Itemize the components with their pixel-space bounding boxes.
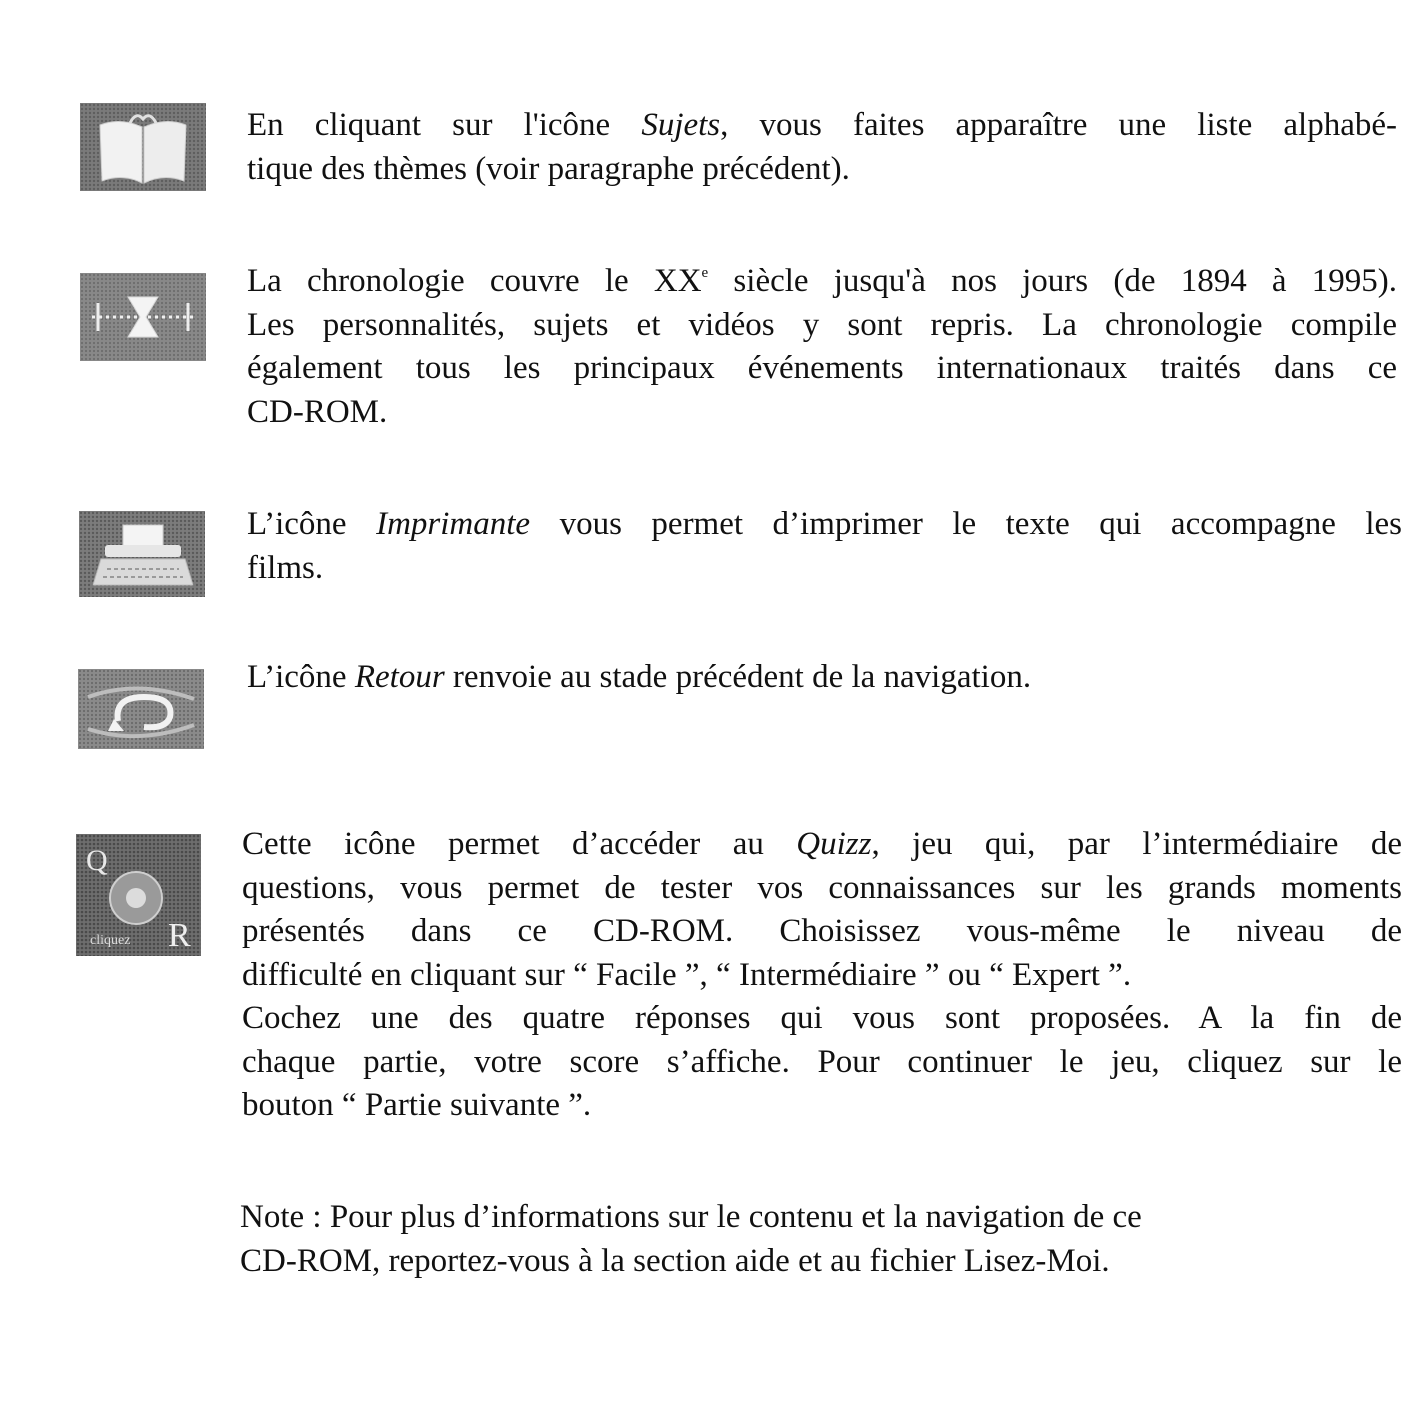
italic-term: Quizz xyxy=(796,826,872,862)
paragraph-chronologie xyxy=(247,260,1397,434)
text-line xyxy=(247,391,1397,435)
text-line xyxy=(247,547,1402,591)
text-line xyxy=(247,260,1397,304)
text-line xyxy=(242,1041,1402,1085)
paragraph-sujets xyxy=(247,104,1397,191)
quiz-letter-q: Q xyxy=(86,844,108,877)
text-line xyxy=(242,867,1402,911)
text-run: , jeu qui, par l’intermédiaire de xyxy=(871,826,1402,862)
superscript: e xyxy=(701,265,709,281)
text-line xyxy=(247,656,1397,700)
return-arrow-icon xyxy=(78,669,204,749)
paragraph-retour xyxy=(247,656,1397,700)
text-run: , vous faites apparaître une liste alphabé- xyxy=(720,107,1397,143)
paragraph-quizz xyxy=(242,823,1402,1128)
text-line xyxy=(240,1240,1400,1284)
text-line xyxy=(242,823,1402,867)
text-run: Les personnalités, sujets et vidéos y sont repris. La chronologie compile xyxy=(247,306,1397,343)
text-line xyxy=(247,148,1397,192)
text-run: Cochez une des quatre réponses qui vous sont proposées. A la fin de xyxy=(242,1000,1402,1036)
text-line xyxy=(247,347,1397,391)
text-run: CD-ROM, reportez-vous à la section aide et au fichier Lisez-Moi. xyxy=(240,1242,1110,1279)
text-run: présentés dans ce CD-ROM. Choisissez vous-même le niveau de xyxy=(242,913,1402,949)
text-line xyxy=(247,503,1402,547)
text-run: Cette icône permet d’accéder au xyxy=(242,826,797,862)
book-icon xyxy=(80,103,206,191)
italic-term: Imprimante xyxy=(376,506,531,542)
quiz-icon xyxy=(76,834,201,956)
text-line xyxy=(242,997,1402,1041)
italic-term: Sujets xyxy=(641,107,721,143)
text-run: En cliquant sur l'icône xyxy=(247,107,642,143)
text-run: Note : Pour plus d’informations sur le contenu et la navigation de ce xyxy=(240,1199,1142,1235)
text-run: renvoie au stade précédent de la navigation. xyxy=(444,659,1032,695)
italic-term: Retour xyxy=(354,659,445,695)
text-line xyxy=(247,104,1397,148)
text-line xyxy=(247,304,1397,348)
text-line xyxy=(242,1084,1402,1128)
typewriter-icon xyxy=(79,511,205,597)
text-run: La chronologie couvre le XX xyxy=(247,263,702,299)
timeline-icon xyxy=(80,273,206,361)
text-run: chaque partie, votre score s’affiche. Pour continuer le jeu, cliquez sur le xyxy=(242,1043,1402,1080)
text-run: CD-ROM. xyxy=(247,393,388,430)
text-line xyxy=(240,1196,1400,1240)
quiz-small-text: cliquez xyxy=(90,933,131,948)
quiz-letter-r: R xyxy=(168,917,191,954)
text-run: L’icône xyxy=(247,506,377,542)
text-line xyxy=(242,910,1402,954)
text-run: difficulté en cliquant sur “ Facile ”, “ Intermédiaire ” ou “ Expert ”. xyxy=(242,956,1132,993)
paragraph-imprimante xyxy=(247,503,1402,590)
text-run: vous permet d’imprimer le texte qui accompagne les xyxy=(530,506,1402,542)
text-run: films. xyxy=(247,549,324,586)
text-line xyxy=(242,954,1402,998)
note-paragraph xyxy=(240,1196,1400,1283)
text-run: siècle jusqu'à nos jours (de 1894 à 1995). xyxy=(708,263,1398,299)
text-run: questions, vous permet de tester vos connaissances sur les grands moments xyxy=(242,869,1402,906)
text-run: également tous les principaux événements internationaux traités dans ce xyxy=(247,350,1397,386)
text-run: tique des thèmes (voir paragraphe précédent). xyxy=(247,150,850,187)
text-run: bouton “ Partie suivante ”. xyxy=(242,1087,592,1123)
text-run: L’icône xyxy=(247,659,355,695)
